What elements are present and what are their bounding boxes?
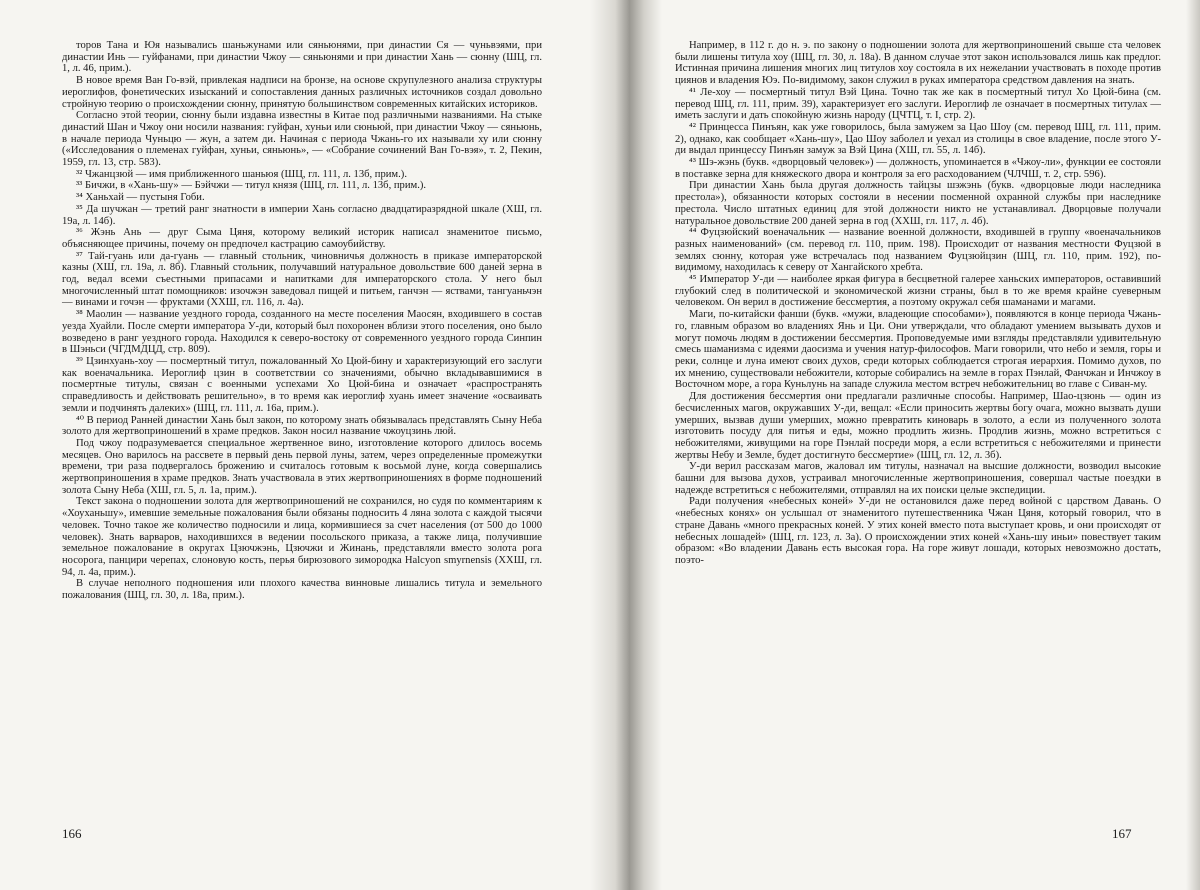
paragraph: Ради получения «небесных коней» У-ди не остановился даже перед войной с царством Давань. О «небесных конях» он услышал от знаменитого путешественника Чжан Цяня, который говорил, что в стране Давань «много прекрасных коней. У этих коней вместо пота выступает кровь, и они происходят от небесных лошадей» (ШЦ, гл. 123, л. 3а). О происхождении этих коней «Хань-шу иньи» повествует таким образом: «Во владении Давань есть высокая гора. На горе живут лошади, которых невозможно достать, поэто-: [675, 496, 1161, 566]
paragraph: Например, в 112 г. до н. э. по закону о подношении золота для жертвоприношений свыше ста человек были лишены титула хоу (ШЦ, гл. 30, л. 18а). В данном случае этот закон использовался лишь как предлог. Истинная причина лишения многих лиц титулов хоу состояла в их нежелании участвовать в походе против циянов и владения Юэ. По-видимому, закон служил в руках императора средством давления на знать.: [675, 40, 1161, 87]
right-page: [675, 40, 1161, 567]
paragraph: В новое время Ван Го-вэй, привлекая надписи на бронзе, на основе скрупулезного анализа структуры иероглифов, фонетических изысканий и сопоставления данных различных источников создал довольно стройную теорию о происхождении сюнну, принятую большинством современных китайских историков.: [62, 75, 542, 110]
paragraph: ³⁹ Цзинхуань-хоу — посмертный титул, пожалованный Хо Цюй-бину и характеризующий его заслуги как военачальника. Иероглиф цзин в соответствии со значениями, обычно вкладывавшимися в посмертные титулы, связан с военными успехами Хо Цюй-бина и означает «распространять справедливость и действовать решительно», в то время как иероглиф хуань имеет значение «осваивать земли и подчинять далеких» (ШЦ, гл. 111, л. 16а, прим.).: [62, 355, 542, 414]
paragraph: В случае неполного подношения или плохого качества винновые лишались титула и земельного пожалования (ШЦ, гл. 30, л. 18а, прим.).: [62, 578, 542, 602]
paragraph: ³³ Бичжи, в «Хань-шу» — Бэйчжи — титул князя (ШЦ, гл. 111, л. 13б, прим.).: [76, 180, 427, 192]
paragraph: Маги, по-китайски фанши (букв. «мужи, владеющие способами»), появляются в конце периода Чжань-го, главным образом во владениях Янь и Ци. Они утверждали, что обладают умением вызывать духов и могут помочь людям в достижении бессмертия. Проповедуемые ими взгляды представляли удивительную смесь шаманизма с идеями даосизма и учения натур-философов. Маги говорили, что небо и земля, горы и реки, солнце и луна имеют своих духов, среди которых соблюдается строгая иерархия. Помимо духов, по их мнению, существовали небожители, которые собирались на земле в горах Пэнлай, Фанчжан и Инчжоу в Восточном море, а гора Куньлунь на западе служила местом встреч небожительниц во главе с Сиван-му.: [675, 309, 1161, 391]
paragraph: Текст закона о подношении золота для жертвоприношений не сохранился, но судя по комментариям к «Хоуханьшу», имевшие земельные пожалования были обязаны подносить 4 ляна золота с каждой тысячи человек. Точно такое же количество подносили и лица, кормившиеся за счет населения (от 500 до 1000 человек). Знать варваров, находившихся в ведении посольского приказа, а также лица, получившие земельное пожалование в округах Цзючжэнь, Цзючжи и Жинань, представляли вместо золота рога носорога, панцири черепах, слоновую кость, перья бирюзового зимородка Halcyon smyrnensis (ХХШ, гл. 94, л. 4а, прим.).: [62, 496, 542, 578]
paragraph: У-ди верил рассказам магов, жаловал им титулы, назначал на высшие должности, возводил высокие башни для вызова духов, устраивал многочисленные жертвоприношения, совершал частые поездки в надежде встретиться с небожителями, отправлял на их поиски целые экспедиции.: [675, 461, 1161, 496]
paragraph: Для достижения бессмертия они предлагали различные способы. Например, Шао-цзюнь — один из бесчисленных магов, окружавших У-ди, вещал: «Если приносить жертвы богу очага, можно вызвать души умерших, вызвав души умерших, можно превратить киноварь в золото, а если из полученного золота изготовить посуду для питья и еды, можно продлить жизнь. Продлив жизнь, можно встретиться с небожителями, живущими на горе Пэнлай посреди моря, а если встретиться с небожителями и принести жертвы Небу и Земле, будет достигнуто бессмертие» (ШЦ, гл. 12, л. 3б).: [675, 391, 1161, 461]
paragraph: ³⁴ Ханьхай — пустыня Гоби.: [76, 192, 205, 204]
paragraph: ⁴¹ Ле-хоу — посмертный титул Вэй Цина. Точно так же как в посмертный титул Хо Цюй-бина (см. перевод ШЦ, гл. 111, прим. 39), характеризует его заслуги. Иероглиф ле означает в посмертных титулах — иметь заслуги и дать спокойную жизнь народу (ЦЧТЦ, т. I, стр. 2).: [675, 86, 1161, 122]
paragraph: ⁴⁴ Фуцзюйский военачальник — название военной должности, входившей в группу «военачальников разных наименований» (см. перевод гл. 110, прим. 198). Происходит от названия местности Фуцзюй в землях сюнну, которая уже встречалась под названием Фуцзюйцзин (ШЦ, гл. 110, прим. 192), по-видимому, находилась к северу от Хангайского хребта.: [675, 227, 1161, 274]
right-page-number: 167: [1112, 826, 1132, 841]
paragraph: ³⁷ Тай-гуань или да-гуань — главный стольник, чиновничья должность в приказе императорской казны (ХШ, гл. 19а, л. 8б). Главный стольник, получавший натуральное довольствие 600 даней зерна в год, ведал всеми съестными припасами и напитками для императорского стола. У него был многочисленный штат помощников: изочжэн заведовал пищей и питьем, ганчэн — яствами, тангуаньчэн — винами и гочэн — фруктами (ХХШ, гл. 116, л. 4а).: [62, 250, 542, 309]
paragraph: Согласно этой теории, сюнну были издавна известны в Китае под различными названиями. На стыке династий Шан и Чжоу они носили названия: гуйфан, хуньи или сюньюй, при династии Чжоу — сяньюнь, в начале периода Чуньцю — жун, а затем ди. Начиная с периода Чжань-го их называли ху или сюнну («Исследования о племенах гуйфан, хуньи, сяньюнь», — «Собрание сочинений Ван Го-вэя», т. 2, Пекин, 1959, гл. 13, стр. 583).: [62, 110, 542, 169]
left-page-number: 166: [62, 826, 82, 841]
paragraph: ³⁵ Да шучжан — третий ранг знатности в империи Хань согласно двадцатиразрядной шкале (ХШ, гл. 19а, л. 14б).: [62, 203, 542, 227]
paragraph: ³² Чжанцзюй — имя приближенного шаньюя (ШЦ, гл. 111, л. 13б, прим.).: [76, 168, 407, 180]
paragraph: При династии Хань была другая должность тайцзы шэжэнь (букв. «дворцовые люди наследника престола»), обязанности которых состояли в несении посменной охранной службы при наследнике престола. Число штатных единиц для этой должности никто не устанавливал. Дворцовые получали натуральное довольствие 200 даней зерна в год (ХХШ, гл. 117, л. 4б).: [675, 180, 1161, 227]
paragraph: ⁴⁵ Император У-ди — наиболее яркая фигура в бесцветной галерее ханьских императоров, оставивший глубокий след в политической и экономической жизни страны, был в то же время крайне суеверным человеком. Он верил в достижение бессмертия, а поэтому окружал себя шаманами и магами.: [675, 274, 1161, 309]
paragraph: Под чжоу подразумевается специальное жертвенное вино, изготовление которого длилось восемь месяцев. Оно варилось на рассвете в первый день первой луны, затем, через определенные промежутки времени, три раза подвергалось брожению и считалось готовым к восьмой луне, когда совершались жертвоприношения в храме предков. Знать участвовала в этих жертвоприношениях в форме подношений золота Сыну Неба (ХШ, гл. 5, л. 1а, прим.).: [62, 437, 542, 496]
page-edge-shadow: [1186, 0, 1200, 890]
paragraph: ⁴² Принцесса Пинъян, как уже говорилось, была замужем за Цао Шоу (см. перевод ШЦ, гл. 111, прим. 2), однако, как сообщает «Хань-шу», Цао Шоу заболел и уехал из столицы в свое владение, после этого У-ди выдал принцессу Пинъян замуж за Вэй Цина (ХШ, гл. 55, л. 14б).: [675, 121, 1161, 157]
paragraph: ⁴⁰ В период Ранней династии Хань был закон, по которому знать обязывалась представлять Сыну Неба золото для жертвоприношений в храме предков. Закон носил название чжоуцзинь люй.: [62, 414, 542, 438]
book-spine-shadow: [590, 0, 662, 890]
paragraph: торов Тана и Юя назывались шаньжунами или сяньюнями, при династии Ся — чуньвэями, при династии Инь — гуйфанами, при династии Чжоу — сяньюнями и при династии Хань — сюнну (ШЦ, гл. 1, л. 46, прим.).: [62, 40, 542, 75]
paragraph: ³⁸ Маолин — название уездного города, созданного на месте поселения Маосян, входившего в состав уезда Хуайли. После смерти императора У-ди, который был похоронен вблизи этого поселения, оно было возведено в ранг уездного города. Находился к северо-востоку от современного уездного города Синпин в Шэньси (ЧГДМДЦД, стр. 809).: [62, 309, 542, 356]
paragraph: ³⁶ Жэнь Ань — друг Сыма Цяня, которому великий историк написал знаменитое письмо, объясняющее причины, почему он предпочел кастрацию самоубийству.: [62, 227, 542, 250]
left-page: [62, 40, 542, 602]
paragraph: ⁴³ Шэ-жэнь (букв. «дворцовый человек») — должность, упоминается в «Чжоу-ли», функции ее состояли в поставке зерна для княжеского двора и контроля за его расходованием (ЧЛЧШ, т. 2, стр. 596).: [675, 157, 1161, 180]
